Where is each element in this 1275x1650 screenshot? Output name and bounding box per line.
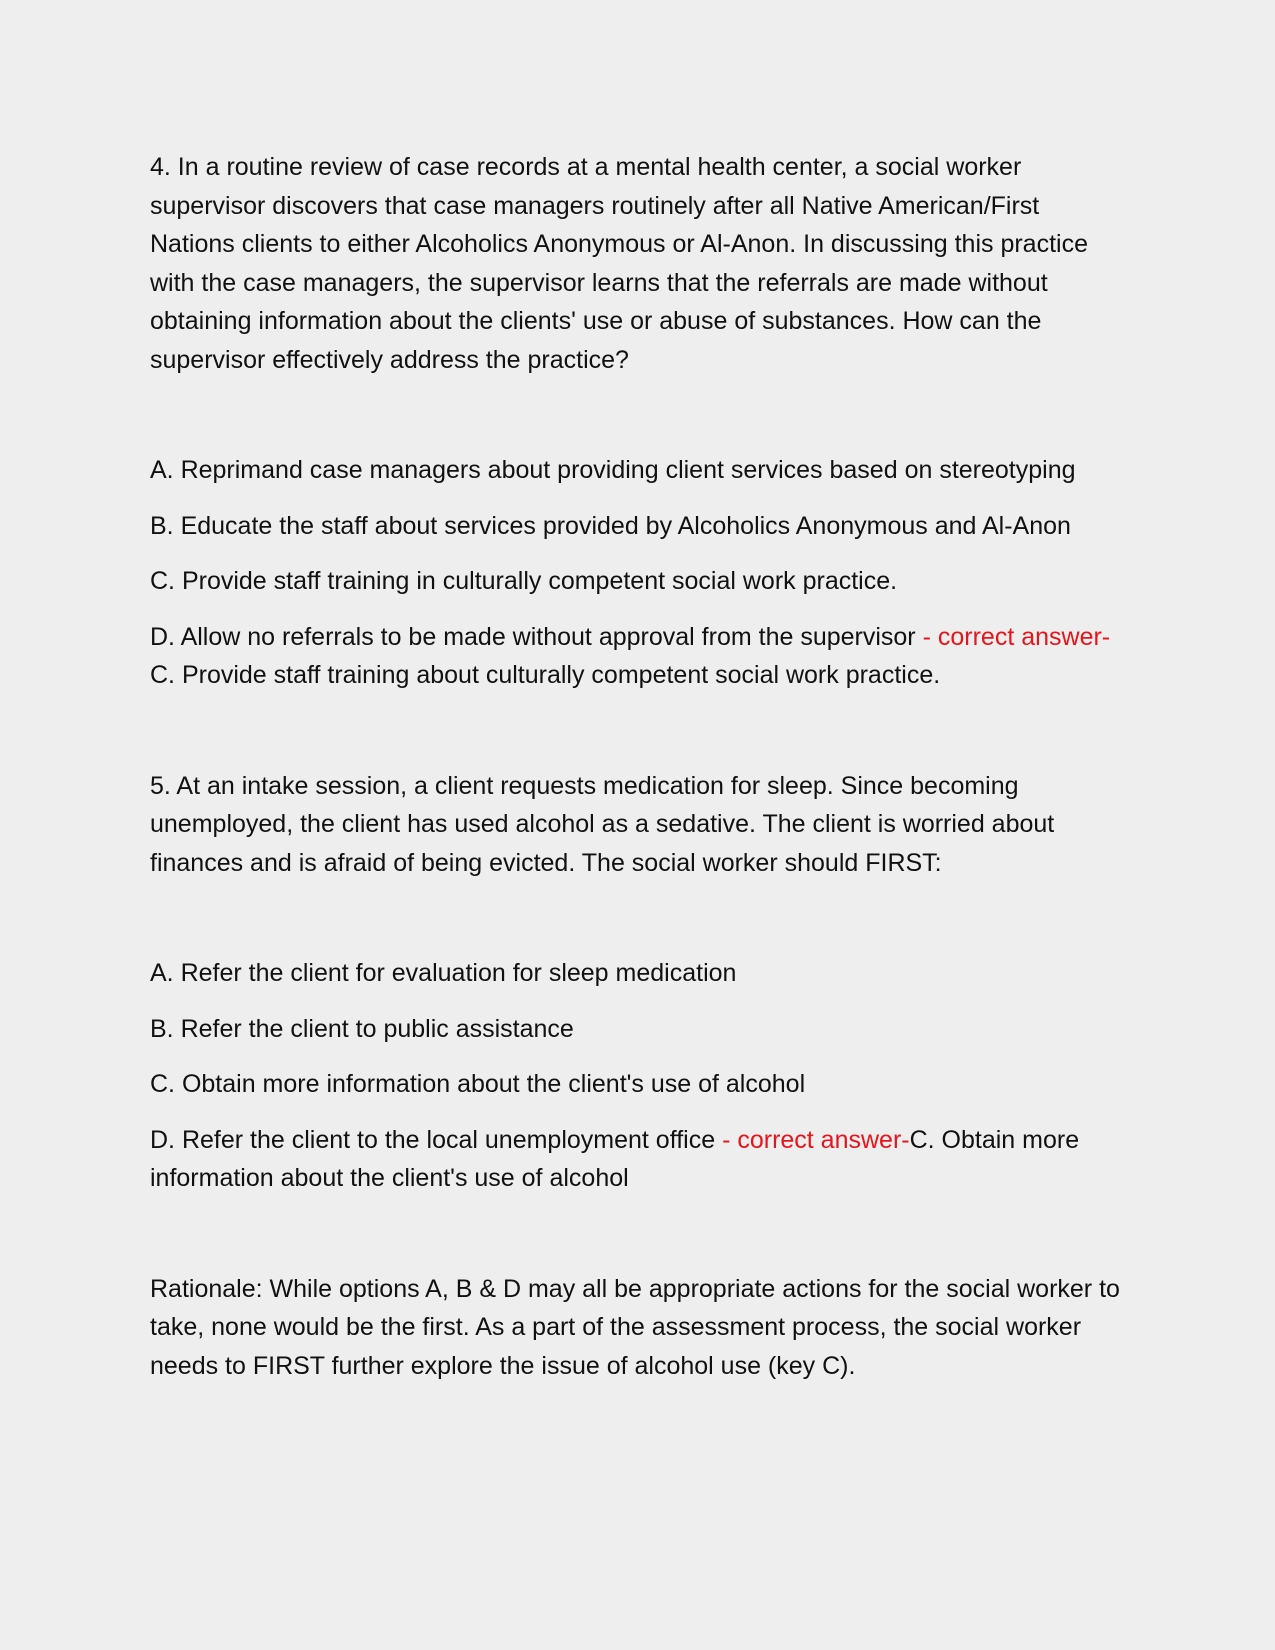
question-5-answer-text: C. Obtain more information about the client's use of alcohol (150, 1125, 1080, 1192)
question-4-option-d-text: D. Allow no referrals to be made without approval from the supervisor (150, 622, 923, 651)
question-4-option-d (150, 618, 1130, 695)
question-4-option-a: A. Reprimand case managers about providing client services based on stereotyping (150, 456, 1076, 484)
question-4-answer-text: C. Provide staff training about culturally competent social work practice. (150, 661, 941, 689)
question-5-option-d-text: D. Refer the client to the local unemployment office (150, 1125, 723, 1154)
question-4-prompt: 4. In a routine review of case records at a mental health center, a social worker supervisor discovers that case managers routinely after all Native American/First Nations clients to either Alcoholics Anonymous or Al-Anon. In discussing this practice with the case managers, the supervisor learns that the referrals are made without obtaining information about the clients' use or abuse of substances. How can the supervisor effectively address the practice? (150, 153, 1088, 374)
question-5-answer-marker: - correct answer- (722, 1125, 910, 1154)
question-5-option-a: A. Refer the client for evaluation for sleep medication (150, 959, 737, 987)
question-4-answer-marker: - correct answer- (922, 622, 1111, 651)
question-5-option-c: C. Obtain more information about the client's use of alcohol (150, 1070, 806, 1098)
question-5-prompt: 5. At an intake session, a client requests medication for sleep. Since becoming unemployed, the client has used alcohol as a sedative. The client is worried about finances and is afraid of being evicted. The social worker should FIRST: (150, 771, 1055, 877)
question-4-option-c: C. Provide staff training in culturally competent social work practice. (150, 567, 898, 595)
document-page (150, 148, 1130, 1385)
question-5-option-b: B. Refer the client to public assistance (150, 1014, 574, 1043)
question-4-option-b: B. Educate the staff about services provided by Alcoholics Anonymous and Al-Anon (150, 511, 1071, 540)
question-5-option-d (150, 1121, 1130, 1198)
rationale-paragraph: Rationale: While options A, B & D may all be appropriate actions for the social worker to take, none would be the first. As a part of the assessment process, the social worker needs to FIRST further explore the issue of alcohol use (key C). (150, 1274, 1120, 1380)
